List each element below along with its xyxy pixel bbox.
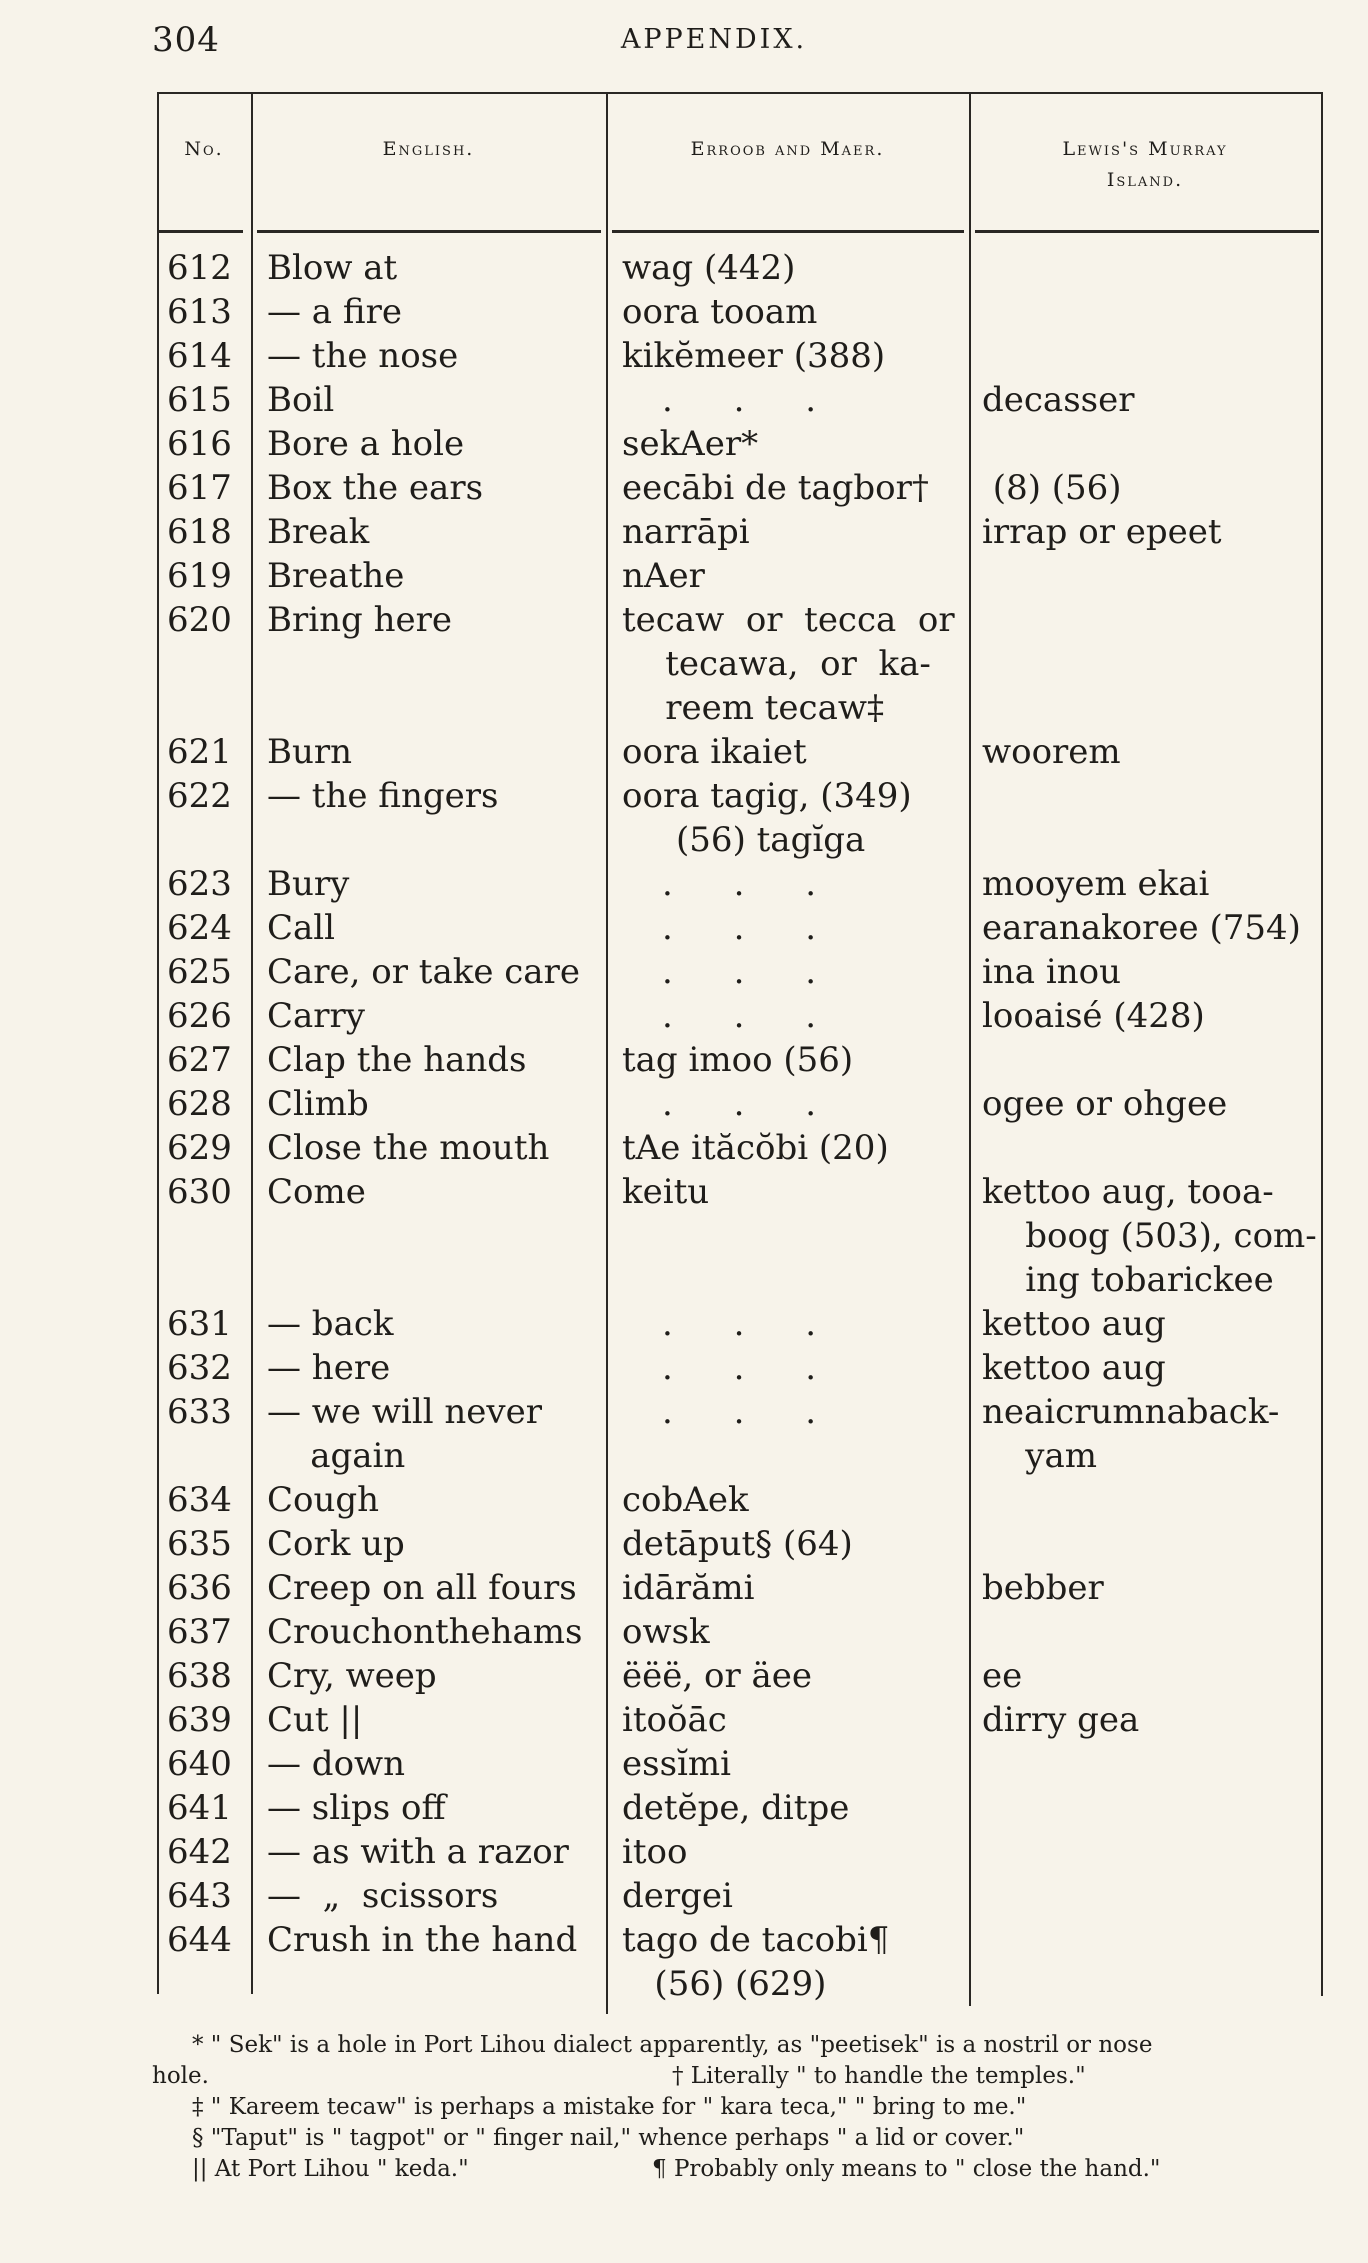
- english-cell-line: again: [267, 1436, 406, 1476]
- erroob-cell-line: essĭmi: [622, 1744, 732, 1784]
- lewis-cell-line: (8) (56): [982, 468, 1122, 508]
- table-row: [157, 1918, 1323, 2006]
- table-row: [157, 1698, 1323, 1742]
- english-cell: [267, 290, 607, 334]
- erroob-cell-line: detĕpe, ditpe: [622, 1788, 850, 1828]
- english-cell-line: Cork up: [267, 1524, 405, 1564]
- entry-number: 633: [167, 1392, 232, 1432]
- english-cell-line: Burn: [267, 732, 353, 772]
- english-cell-line: Bore a hole: [267, 424, 465, 464]
- english-cell-line: Carry: [267, 996, 365, 1036]
- english-cell: [267, 1302, 607, 1346]
- lewis-cell-line: ogee or ohgee: [982, 1084, 1228, 1124]
- lewis-cell: [982, 510, 1322, 554]
- lewis-cell: [982, 906, 1322, 950]
- entry-number: 618: [167, 512, 232, 552]
- entry-number: 636: [167, 1568, 232, 1608]
- erroob-cell-line: oora tooam: [622, 292, 818, 332]
- english-cell-line: Climb: [267, 1084, 369, 1124]
- entry-number: 638: [167, 1656, 232, 1696]
- english-cell-line: Care, or take care: [267, 952, 580, 992]
- english-cell-line: Bring here: [267, 600, 452, 640]
- english-cell: [267, 950, 607, 994]
- lewis-cell: [982, 1170, 1322, 1302]
- lewis-cell-line: ina inou: [982, 952, 1121, 992]
- table-row: [157, 290, 1323, 334]
- english-cell: [267, 598, 607, 642]
- entry-number: 621: [167, 732, 232, 772]
- entry-number: 642: [167, 1832, 232, 1872]
- entry-number: 643: [167, 1876, 232, 1916]
- erroob-cell: [622, 334, 967, 378]
- english-cell: [267, 774, 607, 818]
- erroob-cell-line: . . .: [662, 908, 817, 948]
- erroob-cell: [622, 422, 967, 466]
- erroob-cell: [622, 1390, 967, 1434]
- erroob-cell-line: kikĕmeer (388): [622, 336, 886, 376]
- entry-number: 634: [167, 1480, 232, 1520]
- entry-number: 622: [167, 776, 232, 816]
- english-cell-line: — we will never: [267, 1392, 542, 1432]
- erroob-cell-line: . . .: [662, 1348, 817, 1388]
- entry-number: 620: [167, 600, 232, 640]
- lewis-cell-line: looaisé (428): [982, 996, 1205, 1036]
- entry-number: 616: [167, 424, 232, 464]
- table-row: [157, 334, 1323, 378]
- lewis-cell-line: ing tobarickee: [982, 1260, 1274, 1300]
- table-row: [157, 774, 1323, 862]
- table-row: [157, 950, 1323, 994]
- erroob-cell: [622, 1346, 967, 1390]
- entry-number: 637: [167, 1612, 232, 1652]
- erroob-cell-line: dergei: [622, 1876, 733, 1916]
- lewis-cell-line: earanakoree (754): [982, 908, 1301, 948]
- english-cell-line: Crush in the hand: [267, 1920, 578, 1960]
- erroob-cell-line: . . .: [662, 1084, 817, 1124]
- erroob-cell: [622, 1566, 967, 1610]
- english-cell-line: — back: [267, 1304, 394, 1344]
- erroob-cell: [622, 906, 967, 950]
- lewis-cell: [982, 1566, 1322, 1610]
- english-cell: [267, 1082, 607, 1126]
- lewis-cell: [982, 994, 1322, 1038]
- header-lewis-line2: Island.: [1106, 169, 1184, 191]
- lewis-cell: [982, 1654, 1322, 1698]
- table-row: [157, 246, 1323, 290]
- table-row: [157, 1522, 1323, 1566]
- erroob-cell-line: ëëë, or äee: [622, 1656, 813, 1696]
- footnote: * " Sek" is a hole in Port Lihou dialect apparently, as "peetisek" is a nostril or nose: [192, 2032, 1153, 2058]
- erroob-cell-line: oora ikaiet: [622, 732, 807, 772]
- table-row: [157, 1830, 1323, 1874]
- lewis-cell-line: decasser: [982, 380, 1135, 420]
- erroob-cell: [622, 1654, 967, 1698]
- table-row: [157, 1786, 1323, 1830]
- table-row: [157, 1390, 1323, 1478]
- lewis-cell-line: bebber: [982, 1568, 1104, 1608]
- erroob-cell: [622, 1610, 967, 1654]
- english-cell: [267, 1742, 607, 1786]
- footnote: † Literally " to handle the temples.": [672, 2063, 1086, 2089]
- lewis-cell-line: boog (503), com-: [982, 1216, 1317, 1256]
- erroob-cell-line: tag imoo (56): [622, 1040, 854, 1080]
- table-row: [157, 378, 1323, 422]
- english-cell-line: Cough: [267, 1480, 380, 1520]
- entry-number: 628: [167, 1084, 232, 1124]
- erroob-cell-line: (56) tagĭga: [622, 820, 866, 860]
- lewis-cell: [982, 730, 1322, 774]
- english-cell: [267, 906, 607, 950]
- footnote: ‡ " Kareem tecaw" is perhaps a mistake for " kara teca," " bring to me.": [192, 2094, 1027, 2120]
- table-row: [157, 1302, 1323, 1346]
- header-rule: [612, 230, 964, 233]
- erroob-cell-line: tago de tacobi¶: [622, 1920, 890, 1960]
- english-cell: [267, 1038, 607, 1082]
- english-cell-line: Creep on all fours: [267, 1568, 577, 1608]
- english-cell-line: Call: [267, 908, 336, 948]
- english-cell: [267, 1830, 607, 1874]
- table-row: [157, 730, 1323, 774]
- entry-number: 639: [167, 1700, 232, 1740]
- english-cell: [267, 1610, 607, 1654]
- erroob-cell-line: . . .: [662, 1392, 817, 1432]
- header-english: English.: [382, 138, 475, 160]
- footnotes: [152, 2030, 1332, 2185]
- erroob-cell-line: itoo: [622, 1832, 688, 1872]
- english-cell-line: — the nose: [267, 336, 459, 376]
- english-cell: [267, 1522, 607, 1566]
- erroob-cell: [622, 862, 967, 906]
- entry-number: 635: [167, 1524, 232, 1564]
- erroob-cell-line: . . .: [662, 996, 817, 1036]
- english-cell: [267, 862, 607, 906]
- erroob-cell: [622, 1698, 967, 1742]
- lewis-cell: [982, 862, 1322, 906]
- erroob-cell: [622, 290, 967, 334]
- english-cell-line: Blow at: [267, 248, 398, 288]
- erroob-cell: [622, 554, 967, 598]
- table-row: [157, 1038, 1323, 1082]
- erroob-cell-line: nAer: [622, 556, 705, 596]
- erroob-cell-line: . . .: [662, 380, 817, 420]
- erroob-cell-line: . . .: [662, 864, 817, 904]
- header-rule: [975, 230, 1319, 233]
- erroob-cell-line: owsk: [622, 1612, 710, 1652]
- entry-number: 619: [167, 556, 232, 596]
- table-row: [157, 1082, 1323, 1126]
- english-cell-line: Breathe: [267, 556, 405, 596]
- entry-number: 615: [167, 380, 232, 420]
- english-cell: [267, 1390, 607, 1478]
- header-lewis-line1: Lewis's Murray: [1062, 138, 1228, 160]
- entry-number: 613: [167, 292, 232, 332]
- english-cell: [267, 1346, 607, 1390]
- english-cell-line: Cry, weep: [267, 1656, 437, 1696]
- erroob-cell-line: tecaw or tecca or: [622, 600, 955, 640]
- erroob-cell: [622, 510, 967, 554]
- lewis-cell-line: kettoo aug, tooa-: [982, 1172, 1274, 1212]
- entry-number: 632: [167, 1348, 232, 1388]
- erroob-cell: [622, 1742, 967, 1786]
- header-lewis: [969, 134, 1321, 196]
- english-cell: [267, 246, 607, 290]
- erroob-cell-line: eecābi de tagbor†: [622, 468, 929, 508]
- table-row: [157, 598, 1323, 730]
- lewis-cell-line: neaicrumnaback-: [982, 1392, 1280, 1432]
- english-cell-line: — slips off: [267, 1788, 446, 1828]
- erroob-cell-line: . . .: [662, 952, 817, 992]
- table-row: [157, 1566, 1323, 1610]
- erroob-cell-line: tecawa, or ka-: [622, 644, 931, 684]
- english-cell-line: Boil: [267, 380, 335, 420]
- erroob-cell: [622, 466, 967, 510]
- erroob-cell-line: idārămi: [622, 1568, 755, 1608]
- lewis-cell-line: kettoo aug: [982, 1348, 1166, 1388]
- lewis-cell: [982, 1698, 1322, 1742]
- entry-number: 617: [167, 468, 232, 508]
- english-cell: [267, 422, 607, 466]
- page-number: 304: [152, 20, 220, 60]
- lewis-cell: [982, 466, 1322, 510]
- lewis-cell: [982, 950, 1322, 994]
- english-cell-line: Box the ears: [267, 468, 484, 508]
- entry-number: 612: [167, 248, 232, 288]
- footnote: || At Port Lihou " keda.": [192, 2156, 469, 2182]
- english-cell-line: Crouchonthehams: [267, 1612, 583, 1652]
- english-cell-line: — the fingers: [267, 776, 499, 816]
- erroob-cell: [622, 1522, 967, 1566]
- footnote: ¶ Probably only means to " close the hand.": [652, 2156, 1161, 2182]
- entry-number: 629: [167, 1128, 232, 1168]
- entry-number: 624: [167, 908, 232, 948]
- english-cell: [267, 334, 607, 378]
- erroob-cell: [622, 1082, 967, 1126]
- lewis-cell-line: mooyem ekai: [982, 864, 1210, 904]
- entry-number: 627: [167, 1040, 232, 1080]
- english-cell-line: — as with a razor: [267, 1832, 569, 1872]
- english-cell-line: Come: [267, 1172, 366, 1212]
- table-row: [157, 1346, 1323, 1390]
- lewis-cell: [982, 1346, 1322, 1390]
- english-cell-line: Clap the hands: [267, 1040, 527, 1080]
- table-body: [157, 246, 1323, 2006]
- english-cell: [267, 1478, 607, 1522]
- entry-number: 623: [167, 864, 232, 904]
- table-row: [157, 554, 1323, 598]
- erroob-cell-line: oora tagig, (349): [622, 776, 912, 816]
- erroob-cell-line: narrāpi: [622, 512, 750, 552]
- lewis-cell-line: yam: [982, 1436, 1097, 1476]
- english-cell: [267, 554, 607, 598]
- english-cell: [267, 378, 607, 422]
- erroob-cell-line: keitu: [622, 1172, 710, 1212]
- entry-number: 614: [167, 336, 232, 376]
- erroob-cell: [622, 378, 967, 422]
- lewis-cell-line: irrap or epeet: [982, 512, 1222, 552]
- running-head: APPENDIX.: [620, 24, 808, 55]
- table-row: [157, 1478, 1323, 1522]
- table-row: [157, 466, 1323, 510]
- lewis-cell: [982, 1302, 1322, 1346]
- table-header: [157, 94, 1323, 224]
- erroob-cell-line: tAe ităcŏbi (20): [622, 1128, 889, 1168]
- english-cell: [267, 510, 607, 554]
- header-erroob: Erroob and Maer.: [690, 138, 885, 160]
- english-cell: [267, 1566, 607, 1610]
- erroob-cell: [622, 1038, 967, 1082]
- table-row: [157, 1742, 1323, 1786]
- erroob-cell: [622, 1786, 967, 1830]
- english-cell-line: — a fire: [267, 292, 402, 332]
- english-cell-line: — „ scissors: [267, 1876, 499, 1916]
- lewis-cell: [982, 378, 1322, 422]
- erroob-cell: [622, 1302, 967, 1346]
- english-cell: [267, 1698, 607, 1742]
- erroob-cell: [622, 1478, 967, 1522]
- table-row: [157, 906, 1323, 950]
- erroob-cell: [622, 774, 967, 862]
- header-rule: [157, 230, 243, 233]
- erroob-cell: [622, 950, 967, 994]
- erroob-cell-line: (56) (629): [622, 1964, 827, 2004]
- table-row: [157, 1170, 1323, 1302]
- english-cell-line: Break: [267, 512, 370, 552]
- english-cell: [267, 1126, 607, 1170]
- entry-number: 630: [167, 1172, 232, 1212]
- lewis-cell-line: dirry gea: [982, 1700, 1140, 1740]
- table-row: [157, 510, 1323, 554]
- english-cell-line: Bury: [267, 864, 350, 904]
- table-row: [157, 1654, 1323, 1698]
- header-rule: [257, 230, 601, 233]
- erroob-cell-line: sekAer*: [622, 424, 759, 464]
- english-cell: [267, 1918, 607, 1962]
- erroob-cell: [622, 1918, 967, 2006]
- english-cell-line: — here: [267, 1348, 391, 1388]
- english-cell: [267, 730, 607, 774]
- english-cell: [267, 1786, 607, 1830]
- erroob-cell-line: wag (442): [622, 248, 796, 288]
- lewis-cell: [982, 1390, 1322, 1478]
- table-row: [157, 422, 1323, 466]
- table-row: [157, 994, 1323, 1038]
- erroob-cell-line: itoŏāc: [622, 1700, 727, 1740]
- lewis-cell-line: ee: [982, 1656, 1023, 1696]
- english-cell: [267, 1170, 607, 1214]
- table-row: [157, 1126, 1323, 1170]
- erroob-cell-line: reem tecaw‡: [622, 688, 884, 728]
- english-cell: [267, 994, 607, 1038]
- lewis-cell-line: woorem: [982, 732, 1121, 772]
- table-row: [157, 862, 1323, 906]
- erroob-cell: [622, 598, 967, 730]
- erroob-cell: [622, 246, 967, 290]
- erroob-cell: [622, 1170, 967, 1214]
- english-cell-line: Cut ||: [267, 1700, 363, 1740]
- entry-number: 644: [167, 1920, 232, 1960]
- english-cell: [267, 466, 607, 510]
- table-row: [157, 1610, 1323, 1654]
- erroob-cell: [622, 730, 967, 774]
- entry-number: 625: [167, 952, 232, 992]
- erroob-cell-line: detāput§ (64): [622, 1524, 853, 1564]
- erroob-cell: [622, 1126, 967, 1170]
- entry-number: 640: [167, 1744, 232, 1784]
- lewis-cell-line: kettoo aug: [982, 1304, 1166, 1344]
- entry-number: 631: [167, 1304, 232, 1344]
- header-no: No.: [184, 138, 224, 160]
- table-row: [157, 1874, 1323, 1918]
- erroob-cell: [622, 994, 967, 1038]
- erroob-cell-line: cobAek: [622, 1480, 749, 1520]
- footnote: § "Taput" is " tagpot" or " finger nail," whence perhaps " a lid or cover.": [192, 2125, 1025, 2151]
- lewis-cell: [982, 1082, 1322, 1126]
- vocabulary-table: [157, 88, 1323, 2014]
- english-cell-line: Close the mouth: [267, 1128, 550, 1168]
- erroob-cell-line: . . .: [662, 1304, 817, 1344]
- english-cell: [267, 1874, 607, 1918]
- footnote: hole.: [152, 2063, 209, 2089]
- entry-number: 626: [167, 996, 232, 1036]
- english-cell: [267, 1654, 607, 1698]
- entry-number: 641: [167, 1788, 232, 1828]
- erroob-cell: [622, 1830, 967, 1874]
- english-cell-line: — down: [267, 1744, 406, 1784]
- erroob-cell: [622, 1874, 967, 1918]
